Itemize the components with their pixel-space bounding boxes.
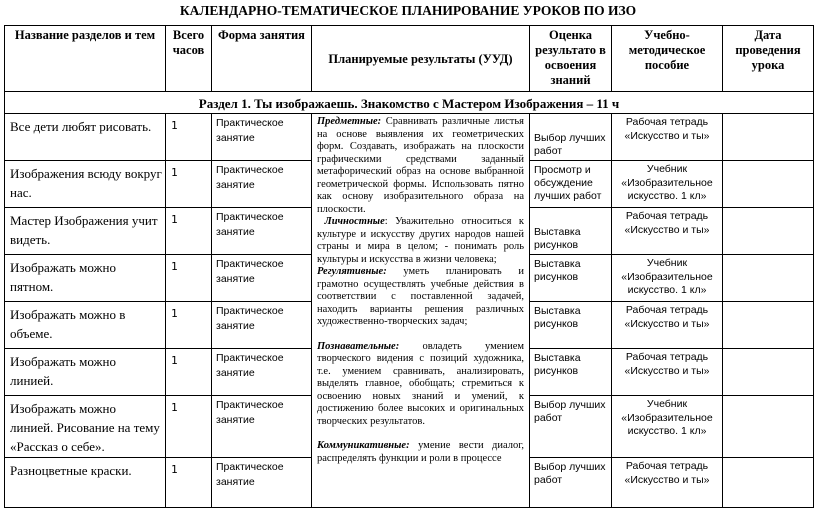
form-cell: Практическое занятие [212, 208, 312, 255]
date-cell [723, 208, 814, 255]
assessment-cell: Выбор лучших работ [530, 458, 612, 508]
uud-cell [312, 114, 530, 508]
header-row [5, 26, 814, 92]
topic-cell: Изображать можно пятном. [5, 255, 166, 302]
assessment-cell: Выбор лучших работ [530, 396, 612, 458]
topic-cell: Разноцветные краски. [5, 458, 166, 508]
uud-personal-text: : Уважительно относиться к культуре и искусству других народов нашей страны и мира в целом; - понимать роль культуры и искусства в жизни человека; [317, 216, 524, 265]
assessment-cell: Выставка рисунков [530, 208, 612, 255]
header-form: Форма занятия [212, 26, 312, 92]
uud-communicative-text: умение вести диалог, распределять функции и роли в процессе [317, 440, 524, 464]
uud-personal-label: Личностные [324, 216, 385, 227]
manual-cell: Рабочая тетрадь «Искусство и ты» [612, 114, 723, 161]
assessment-cell: Просмотр и обсуждение лучших работ [530, 161, 612, 208]
uud-subject-text: Сравнивать различные листья на основе выявления их геометрических форм. Создавать, изображать на плоскости графическими средствами заданный метафорический образ на основе выбранной геометрической формы. Использовать пятно как основу изобразительного образа на плоскости. [317, 116, 524, 215]
date-cell [723, 255, 814, 302]
manual-cell: Рабочая тетрадь «Искусство и ты» [612, 302, 723, 349]
topic-cell: Изображать можно линией. [5, 349, 166, 396]
form-cell: Практическое занятие [212, 349, 312, 396]
assessment-cell: Выставка рисунков [530, 255, 612, 302]
hours-cell: 1 [166, 208, 212, 255]
topic-cell: Изображать можно в объеме. [5, 302, 166, 349]
header-sections: Название разделов и тем [5, 26, 166, 92]
form-cell: Практическое занятие [212, 114, 312, 161]
header-assessment: Оценка результато в освоения знаний [530, 26, 612, 92]
topic-cell: Мастер Изображения учит видеть. [5, 208, 166, 255]
uud-communicative-label: Коммуникативные: [317, 440, 410, 451]
manual-cell: Учебник «Изобразительное искусство. 1 кл» [612, 161, 723, 208]
topic-cell: Все дети любят рисовать. [5, 114, 166, 161]
header-hours: Всего часов [166, 26, 212, 92]
manual-cell: Учебник «Изобразительное искусство. 1 кл» [612, 396, 723, 458]
hours-cell: 1 [166, 114, 212, 161]
date-cell [723, 396, 814, 458]
hours-cell: 1 [166, 302, 212, 349]
section-title: Раздел 1. Ты изображаешь. Знакомство с Мастером Изображения – 11 ч [5, 92, 814, 114]
date-cell [723, 114, 814, 161]
assessment-cell: Выставка рисунков [530, 349, 612, 396]
form-cell: Практическое занятие [212, 302, 312, 349]
hours-cell: 1 [166, 161, 212, 208]
manual-cell: Рабочая тетрадь «Искусство и ты» [612, 208, 723, 255]
header-date: Дата проведения урока [723, 26, 814, 92]
header-uud: Планируемые результаты (УУД) [312, 26, 530, 92]
uud-subject-label: Предметные: [317, 116, 382, 127]
date-cell [723, 349, 814, 396]
uud-cognitive-label: Познавательные: [317, 340, 400, 352]
uud-regulatory-label: Регулятивные: [317, 266, 387, 277]
form-cell: Практическое занятие [212, 255, 312, 302]
date-cell [723, 302, 814, 349]
form-cell: Практическое занятие [212, 161, 312, 208]
hours-cell: 1 [166, 458, 212, 508]
hours-cell: 1 [166, 349, 212, 396]
form-cell: Практическое занятие [212, 396, 312, 458]
uud-regulatory-text: уметь планировать и грамотно осуществлять учебные действия в соответствии с поставленной задачей, находить варианты решения различных художественно-творческих задач; [317, 266, 524, 327]
form-cell: Практическое занятие [212, 458, 312, 508]
table-row [5, 114, 814, 161]
planning-table [4, 25, 814, 508]
date-cell [723, 458, 814, 508]
header-manual: Учебно-методическое пособие [612, 26, 723, 92]
manual-cell: Рабочая тетрадь «Искусство и ты» [612, 349, 723, 396]
date-cell [723, 161, 814, 208]
hours-cell: 1 [166, 396, 212, 458]
page-title: КАЛЕНДАРНО-ТЕМАТИЧЕСКОЕ ПЛАНИРОВАНИЕ УРОКОВ ПО ИЗО [179, 3, 637, 18]
uud-cognitive-text: овладеть умением творческого видения с позиций художника, т.е. умением сравнивать, анализировать, выделять главное, обобщать; стремиться к освоению новых знаний и умений, к достижению более высоких и оригинальных творческих результатов. [317, 340, 524, 427]
topic-cell: Изображать можно линией. Рисование на тему «Рассказ о себе». [5, 396, 166, 458]
manual-cell: Учебник «Изобразительное искусство. 1 кл» [612, 255, 723, 302]
assessment-cell: Выбор лучших работ [530, 114, 612, 161]
hours-cell: 1 [166, 255, 212, 302]
topic-cell: Изображения всюду вокруг нас. [5, 161, 166, 208]
assessment-cell: Выставка рисунков [530, 302, 612, 349]
manual-cell: Рабочая тетрадь «Искусство и ты» [612, 458, 723, 508]
